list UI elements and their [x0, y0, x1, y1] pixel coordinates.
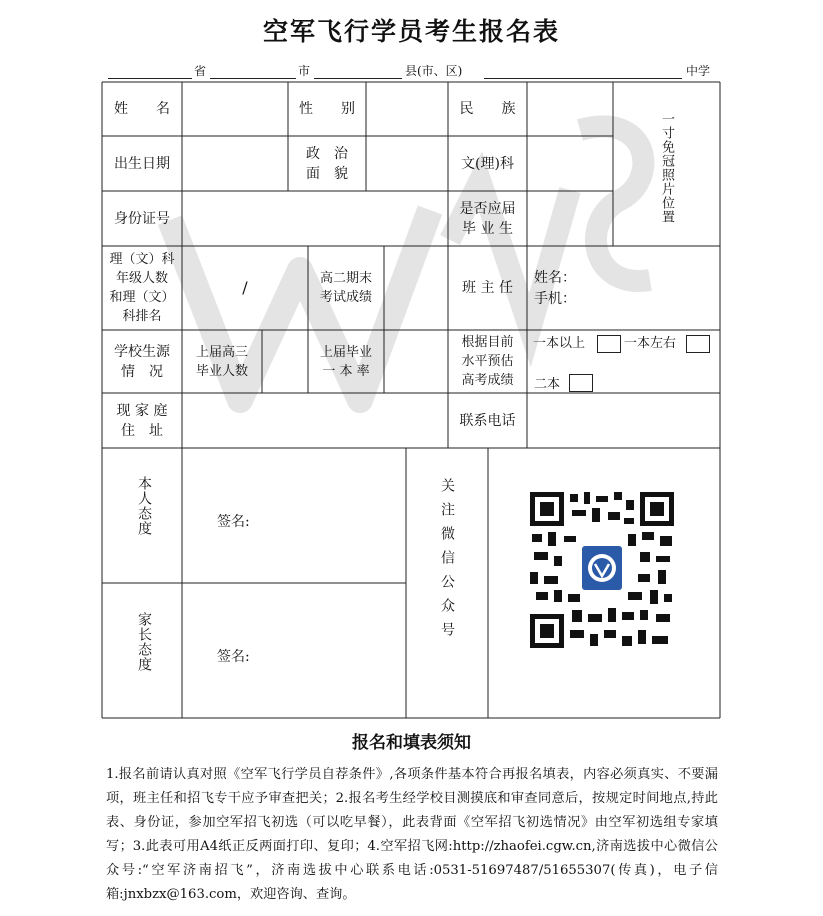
exam-score-field[interactable]	[384, 246, 448, 330]
photo-label: 一寸免冠照片位置	[659, 112, 674, 224]
photo-area[interactable]	[613, 82, 720, 246]
track-field[interactable]	[527, 136, 613, 191]
contact-phone-field[interactable]	[527, 393, 720, 448]
option-tier1-around-label: 一本左右	[624, 336, 677, 351]
school-label: 中学	[686, 64, 711, 78]
notice-body: 1.报名前请认真对照《空军飞行学员自荐条件》,各项条件基本符合再报名填表，内容必须真实、不要漏项，班主任和招飞专干应予审查把关；2.报名考生经学校目测摸底和审查同意后，按规定时间地点,持此表、身份证，参加空军招飞初选（可以吃早餐），此表背面《空军招飞初选情况》由空军初选组专家填写；3.此表可用A4纸正反两面打印、复印；4.空军招飞网:http://zhaofei.cgw.cn,济南选拔中心微信公众号:“空军济南招飞”，济南选拔中心联系电话:0531-51697487/51655307(传真)，电子信箱:jnxbzx@163.com，欢迎咨询、查询。	[106, 767, 718, 902]
predicted-score-label: 根据目前 水平预估 高考成绩	[461, 335, 514, 388]
exam-score-label: 高二期末 考试成绩	[319, 271, 372, 305]
option-tier2-label: 二本	[534, 377, 561, 392]
option-tier2-checkbox[interactable]	[569, 374, 593, 392]
parent-sign-label: 签名:	[217, 649, 250, 665]
id-number-field[interactable]	[182, 191, 448, 246]
form-title: 空军飞行学员考生报名表	[262, 17, 560, 46]
city-blank[interactable]	[210, 78, 296, 79]
gender-field[interactable]	[366, 82, 448, 136]
self-attitude-label: 本人态度	[136, 476, 152, 536]
option-tier1-above-checkbox[interactable]	[597, 335, 621, 353]
id-number-label: 身份证号	[114, 210, 170, 227]
ethnicity-label: 民 族	[459, 101, 516, 117]
county-blank[interactable]	[314, 78, 402, 79]
option-tier1-above-label: 一本以上	[533, 336, 586, 351]
self-attitude-field[interactable]	[182, 448, 406, 583]
follow-wechat-label: 关注微信公众号	[439, 478, 455, 646]
contact-phone-label: 联系电话	[459, 412, 516, 429]
home-address-label: 现 家 庭 住 址	[116, 402, 168, 439]
political-status-field[interactable]	[366, 136, 448, 191]
prev-graduates-label: 上届高三 毕业人数	[195, 344, 248, 379]
home-address-field[interactable]	[182, 393, 448, 448]
political-status-label: 政 治 面 貌	[306, 145, 348, 182]
class-rank-label: 理（文）科 年级人数 和理（文） 科排名	[109, 252, 175, 324]
teacher-phone-label: 手机：	[534, 291, 576, 307]
prev-rate-label: 上届毕业 一 本 率	[319, 344, 372, 379]
school-source-label: 学校生源 情 况	[114, 343, 170, 380]
parent-attitude-field[interactable]	[182, 583, 406, 718]
province-blank[interactable]	[108, 78, 192, 79]
ethnicity-field[interactable]	[527, 82, 613, 136]
self-sign-label: 签名:	[217, 514, 250, 530]
name-label: 姓 名	[114, 101, 170, 117]
prev-rate-field[interactable]	[384, 330, 448, 393]
parent-attitude-label: 家长态度	[136, 612, 152, 672]
county-label: 县(市、区)	[405, 64, 463, 78]
rank-slash: /	[242, 278, 248, 297]
name-field[interactable]	[182, 82, 288, 136]
teacher-info[interactable]	[534, 268, 576, 310]
graduate-label: 是否应届 毕 业 生	[459, 200, 516, 237]
wechat-qr-code[interactable]	[528, 490, 676, 650]
province-label: 省	[194, 64, 207, 78]
option-tier1-around-checkbox[interactable]	[686, 335, 710, 353]
notice-title: 报名和填表须知	[352, 733, 471, 753]
city-label: 市	[298, 64, 311, 78]
gender-label: 性 别	[299, 101, 355, 117]
teacher-name-label: 姓名：	[534, 270, 576, 286]
graduate-field[interactable]	[527, 191, 613, 246]
school-blank[interactable]	[484, 78, 682, 79]
class-rank-field[interactable]	[182, 246, 308, 330]
teacher-label: 班 主 任	[462, 280, 513, 296]
birth-date-field[interactable]	[182, 136, 288, 191]
birth-date-label: 出生日期	[114, 155, 170, 172]
prev-graduates-field[interactable]	[262, 330, 308, 393]
track-label: 文(理)科	[461, 155, 514, 172]
